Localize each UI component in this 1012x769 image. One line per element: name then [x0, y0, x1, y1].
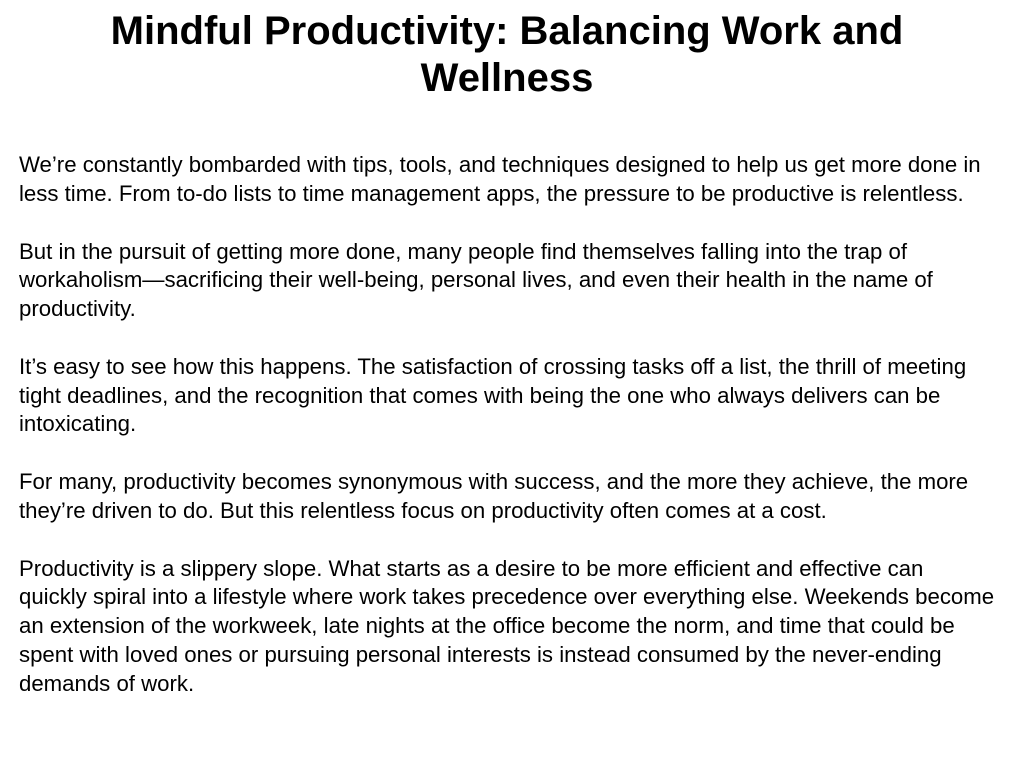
article-paragraph-4: For many, productivity becomes synonymous with success, and the more they achieve, the more they’re driven to do. But this relentless focus on productivity often comes at a cost.	[19, 469, 969, 523]
article-title: Mindful Productivity: Balancing Work and Wellness	[110, 9, 904, 100]
article-paragraph-2: But in the pursuit of getting more done, many people find themselves falling into the trap of workaholism—sacrificing their well-being, personal lives, and even their health in the name of productivity.	[19, 238, 933, 321]
article-paragraph-1: We’re constantly bombarded with tips, tools, and techniques designed to help us get more done in less time. From to-do lists to time management apps, the pressure to be productive is relentless.	[19, 152, 981, 206]
article	[19, 8, 995, 698]
article-paragraph-5: Productivity is a slippery slope. What starts as a desire to be more efficient and effective can quickly spiral into a lifestyle where work takes precedence over everything else. Weekends become an extension of the workweek, late nights at the office become the norm, and time that could be spent with loved ones or pursuing personal interests is instead consumed by the never-ending demands of work.	[19, 555, 995, 696]
article-paragraph-3: It’s easy to see how this happens. The satisfaction of crossing tasks off a list, the thrill of meeting tight deadlines, and the recognition that comes with being the one who always delivers can be intoxicating.	[19, 353, 967, 437]
article-body	[19, 151, 995, 698]
